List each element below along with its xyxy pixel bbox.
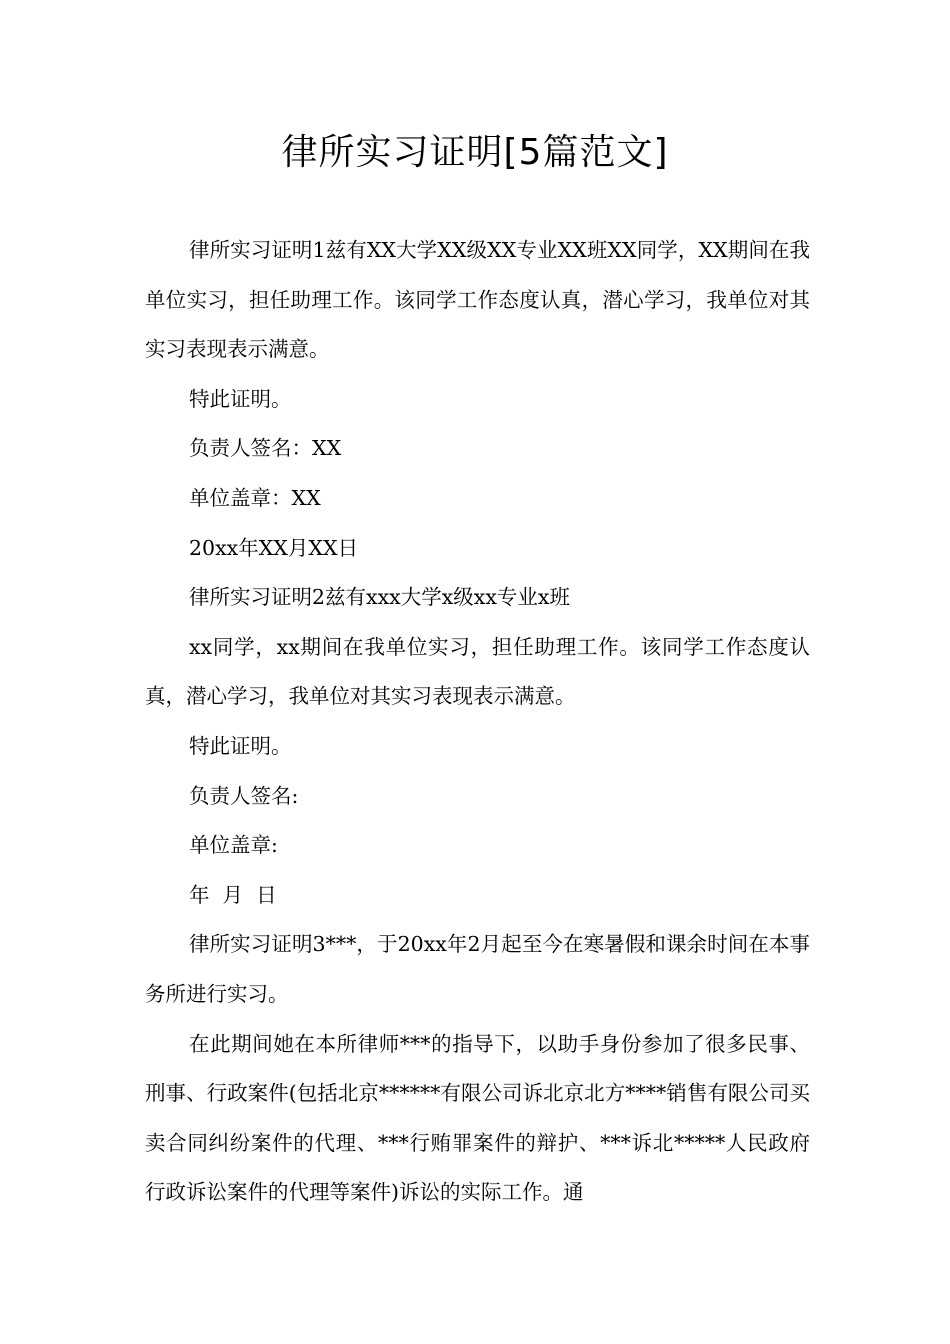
paragraph-7: xx同学，xx期间在我单位实习，担任助理工作。该同学工作态度认真，潜心学习，我单位对其实习表现表示满意。	[145, 634, 810, 709]
paragraph-13: 在此期间她在本所律师***的指导下，以助手身份参加了很多民事、刑事、行政案件(包括北京******有限公司诉北京北方****销售有限公司买卖合同纠纷案件的代理、***行贿罪案件的辩护、***诉北*****人民政府行政诉讼案件的代理等案件)诉讼的实际工作。通	[145, 1031, 810, 1205]
paragraph-12: 律所实习证明3***，于20xx年2月起至今在寒暑假和课余时间在本事务所进行实习。	[145, 932, 810, 1006]
paragraph-5: 20xx年XX月XX日	[189, 535, 359, 560]
paragraph-11: 年 月 日	[189, 882, 277, 907]
paragraph-3: 负责人签名：XX	[189, 436, 342, 461]
document-title: 律所实习证明[5篇范文]	[281, 132, 669, 173]
paragraph-6: 律所实习证明2兹有xxx大学x级xx专业x班	[189, 585, 570, 610]
paragraph-2: 特此证明。	[189, 386, 292, 411]
paragraph-8: 特此证明。	[189, 733, 292, 758]
paragraph-4: 单位盖章：XX	[189, 485, 321, 510]
document-body	[145, 226, 810, 1218]
paragraph-1: 律所实习证明1兹有XX大学XX级XX专业XX班XX同学，XX期间在我单位实习，担任助理工作。该同学工作态度认真，潜心学习，我单位对其实习表现表示满意。	[145, 238, 810, 362]
paragraph-10: 单位盖章:	[189, 833, 278, 858]
paragraph-9: 负责人签名:	[189, 783, 299, 808]
